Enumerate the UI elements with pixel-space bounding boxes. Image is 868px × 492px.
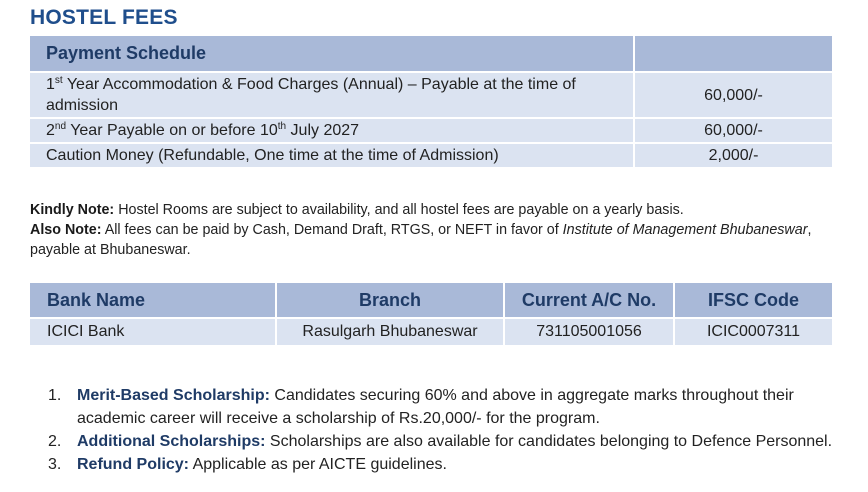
- payment-schedule-header-row: [30, 36, 832, 71]
- payment-schedule-header: Payment Schedule: [30, 36, 633, 71]
- page-title: HOSTEL FEES: [30, 6, 178, 29]
- list-number: 2.: [48, 433, 62, 450]
- payment-schedule-table: [28, 34, 834, 169]
- bank-name-header: Bank Name: [30, 283, 275, 317]
- fee-label: 2nd Year Payable on or before 10th July 2027: [30, 119, 633, 142]
- table-row: [30, 73, 832, 117]
- table-row: [30, 119, 832, 142]
- payment-schedule-header-blank: [635, 36, 832, 71]
- list-text: Refund Policy: Applicable as per AICTE guidelines.: [77, 456, 447, 473]
- fee-amount: 60,000/-: [635, 73, 832, 117]
- ifsc-header: IFSC Code: [675, 283, 832, 317]
- branch-header: Branch: [277, 283, 503, 317]
- list-number: 3.: [48, 456, 62, 473]
- list-item: [48, 453, 863, 476]
- fee-label: 1st Year Accommodation & Food Charges (Annual) – Payable at the time of admission: [30, 73, 633, 117]
- scholarship-list: [48, 384, 863, 476]
- fee-label: Caution Money (Refundable, One time at the time of Admission): [30, 144, 633, 167]
- fee-amount: 2,000/-: [635, 144, 832, 167]
- fee-amount: 60,000/-: [635, 119, 832, 142]
- account-header: Current A/C No.: [505, 283, 673, 317]
- also-note: Also Note: All fees can be paid by Cash, Demand Draft, RTGS, or NEFT in favor of Institute of Management Bhubaneswar, payable at Bhubaneswar.: [30, 222, 812, 258]
- kindly-note: Kindly Note: Hostel Rooms are subject to availability, and all hostel fees are payable on a yearly basis.: [30, 202, 684, 218]
- list-text: Merit-Based Scholarship: Candidates securing 60% and above in aggregate marks throughout their academic career will receive a scholarship of Rs.20,000/- for the program.: [77, 387, 794, 427]
- bank-header-row: [30, 283, 832, 317]
- fee-notes: [30, 200, 860, 260]
- account-number: 731105001056: [505, 319, 673, 345]
- bank-details-table: [28, 281, 834, 347]
- table-row: [30, 319, 832, 345]
- list-item: [48, 430, 863, 453]
- list-text: Additional Scholarships: Scholarships are also available for candidates belonging to Defence Personnel.: [77, 433, 833, 450]
- table-row: [30, 144, 832, 167]
- list-number: 1.: [48, 387, 62, 404]
- ifsc-code: ICIC0007311: [675, 319, 832, 345]
- list-item: [48, 384, 863, 430]
- bank-name: ICICI Bank: [30, 319, 275, 345]
- branch: Rasulgarh Bhubaneswar: [277, 319, 503, 345]
